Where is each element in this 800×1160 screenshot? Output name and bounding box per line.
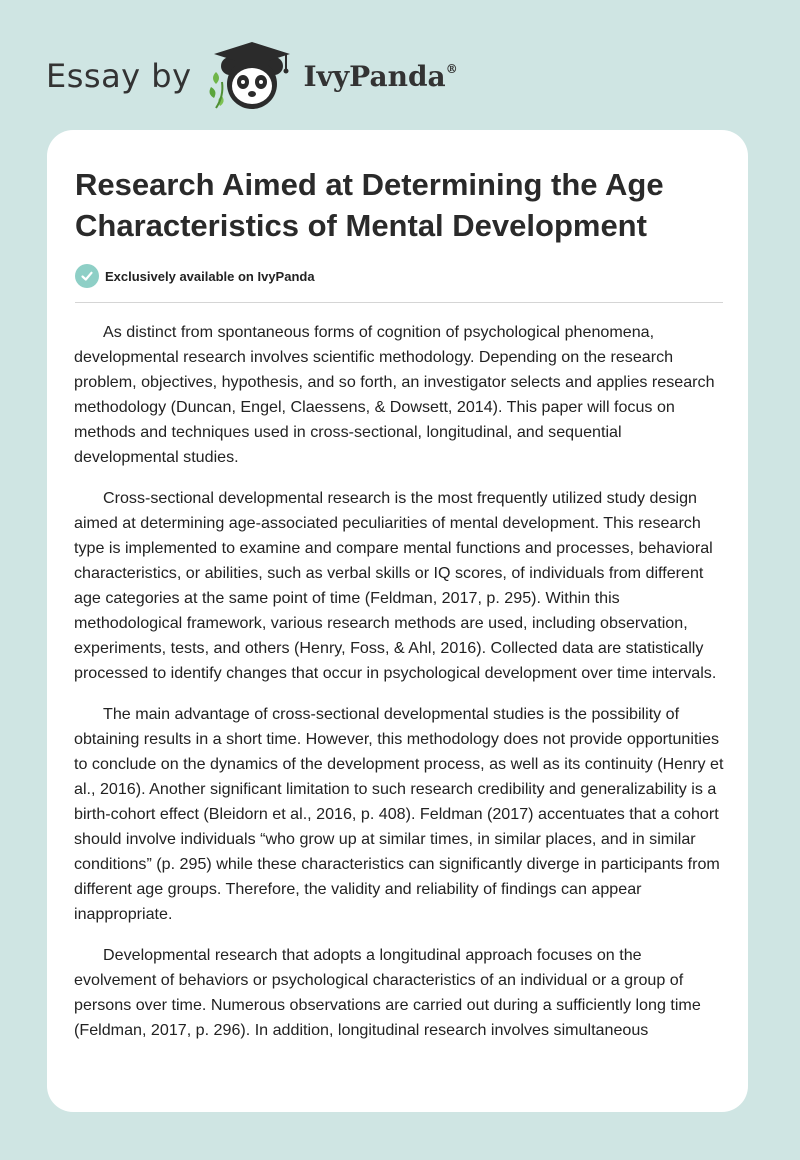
paragraph: Developmental research that adopts a longitudinal approach focuses on the evolvement of behaviors or psychological characteristics of an individual or a group of persons over time. Numerous observations are carried out during a sufficiently long time (Feldman, 2017, p. 296). In addition, longitudinal research involves simultaneous bbox=[74, 946, 701, 1039]
page-title: Research Aimed at Determining the Age Characteristics of Mental Development bbox=[75, 167, 664, 243]
exclusive-label: Exclusively available on IvyPanda bbox=[105, 268, 315, 284]
ivypanda-logo[interactable] bbox=[206, 36, 458, 117]
paragraph: Cross-sectional developmental research is the most frequently utilized study design aimed at determining age-associated peculiarities of mental development. This research type is implemented to examine and compare mental functions and processes, behavioral characteristics, or abilities, such as verbal skills or IQ scores, of individuals from different age categories at the same point of time (Feldman, 2017, p. 295). Within this methodological framework, various research methods are used, including observation, experiments, tests, and others (Henry, Foss, & Ahl, 2016). Collected data are statistically processed to identify changes that occur in psychological development over time intervals. bbox=[74, 489, 717, 682]
brand-name: IvyPanda® bbox=[303, 59, 458, 93]
essay-by-label: Essay by bbox=[46, 57, 192, 95]
paragraph: The main advantage of cross-sectional developmental studies is the possibility of obtaining results in a short time. However, this methodology does not provide opportunities to conclude on the dynamics of the development process, as well as its continuity (Henry et al., 2016). Another significant limitation to such research credibility and generalizability is a birth-cohort effect (Bleidorn et al., 2016, p. 408). Feldman (2017) accentuates that a cohort should involve individuals “who grow up at similar times, in similar places, and in similar conditions” (p. 295) while these characteristics can significantly diverge in participants from different age groups. Therefore, the validity and reliability of findings can appear inappropriate. bbox=[74, 705, 724, 923]
site-header bbox=[46, 36, 546, 116]
registered-mark: ® bbox=[445, 61, 458, 76]
paragraph: As distinct from spontaneous forms of cognition of psychological phenomena, developmental research involves scientific methodology. Depending on the research problem, objectives, hypothesis, and so forth, an investigator selects and applies research methodology (Duncan, Engel, Claessens, & Dowsett, 2014). This paper will focus on methods and techniques used in cross-sectional, longitudinal, and sequential developmental studies. bbox=[74, 323, 715, 466]
panda-graduate-icon bbox=[206, 36, 298, 117]
check-circle-icon bbox=[75, 264, 99, 288]
divider bbox=[75, 302, 723, 303]
essay-card bbox=[47, 130, 748, 1112]
exclusive-badge bbox=[75, 264, 315, 288]
essay-body bbox=[74, 320, 726, 1059]
